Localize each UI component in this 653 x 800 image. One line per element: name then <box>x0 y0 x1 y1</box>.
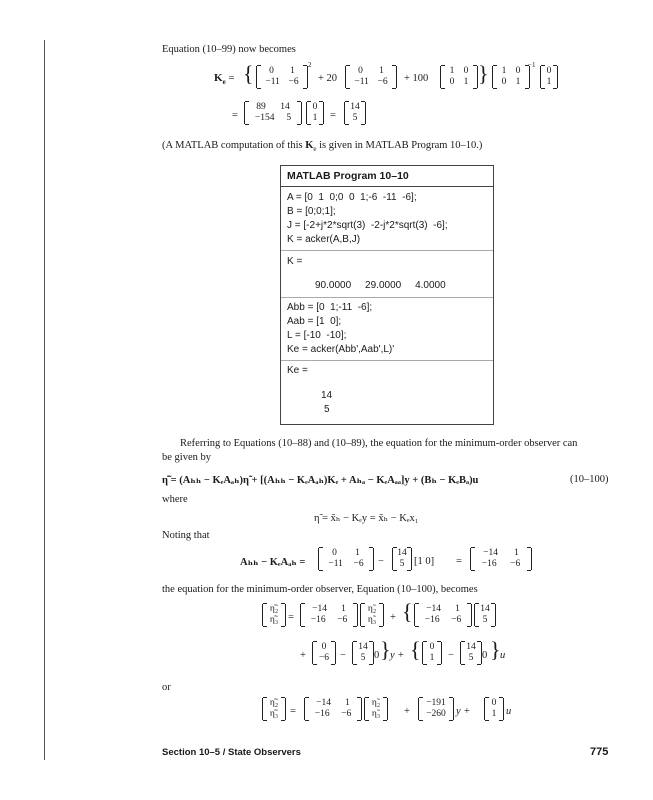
k-label: K = <box>287 256 303 267</box>
k-values: 90.0000 29.0000 4.0000 <box>315 280 446 291</box>
matrix-row <box>541 77 557 88</box>
noting-lhs: Aₕₕ − KₑAₐₕ = <box>240 557 306 568</box>
code-line: J = [-2+j*2*sqrt(3) -2-j*2*sqrt(3) -6]; <box>287 220 448 231</box>
brace-open: { <box>243 61 254 86</box>
matrix-cell: η̃₂ <box>371 698 381 708</box>
plus-sign: + <box>300 650 306 661</box>
matrix-cell: −6 <box>288 77 299 87</box>
ke-result <box>344 102 366 124</box>
matrix-row <box>423 653 441 664</box>
matrix-cell: 1 <box>429 653 435 663</box>
matrix-cell: −11 <box>328 559 343 569</box>
matrix-row <box>441 77 477 88</box>
eta-dot-vector <box>262 698 286 720</box>
equation-10-100: η̃̇ = (Aₕₕ − KₑAₐₕ)η̃ + [(Aₕₕ − KₑAₐₕ)Kₑ + Aₕₐ − KₑAₐₐ]y + (Bₕ − KₑBₐ)u <box>162 475 479 486</box>
plus-sign: + <box>404 706 410 717</box>
matrix-row <box>475 615 495 626</box>
matrix-cell: 5 <box>399 559 405 569</box>
matrix-row <box>361 604 383 615</box>
code-separator <box>281 250 493 251</box>
code-separator <box>281 360 493 361</box>
matrix-cell: 0 <box>312 102 318 112</box>
matrix-row <box>485 698 503 709</box>
eta-dot-vector <box>262 604 286 626</box>
ke-column <box>392 548 412 570</box>
matrix-cell: 1 <box>355 548 360 558</box>
matrix-cell: 5 <box>468 653 474 663</box>
aab-row: [1 0] <box>414 556 435 567</box>
matrix-cell: −16 <box>314 709 330 719</box>
matrix-cell: 1 <box>345 698 350 708</box>
matrix-cell: 0 <box>332 548 337 558</box>
code-line: Aab = [1 0]; <box>287 316 342 327</box>
ke-value: 14 <box>321 390 333 401</box>
matrix-cell: 5 <box>286 113 292 123</box>
where-text: where <box>162 494 188 505</box>
matrix-cell: 14 <box>350 102 360 112</box>
matrix-row <box>461 642 481 653</box>
matrix-cell: 14 <box>280 102 290 112</box>
matrix-row <box>263 615 285 626</box>
matlab-program-box <box>280 165 494 425</box>
matrix-row <box>441 66 477 77</box>
matrix-cell: −6 <box>377 77 388 87</box>
matrix-a-hat <box>300 604 358 626</box>
matrix-row <box>393 548 411 559</box>
matrix-row <box>365 709 387 720</box>
intro-text: Equation (10–99) now becomes <box>162 44 296 55</box>
matrix-cell: 0 <box>358 66 363 76</box>
matrix-cell: 1 <box>546 77 552 87</box>
eta-vector <box>360 604 384 626</box>
matrix-a-squared <box>256 66 308 88</box>
matrix-cell: 1 <box>312 113 318 123</box>
matrix-row <box>415 615 471 626</box>
matrix-row <box>485 709 503 720</box>
matrix-row <box>353 642 373 653</box>
matrix-row <box>361 615 383 626</box>
matrix-cell: 0 <box>269 66 274 76</box>
matrix-cell: −6 <box>337 615 348 625</box>
ke-column-2 <box>474 604 496 626</box>
matrix-cell: 1 <box>514 548 519 558</box>
matrix-cell: −6 <box>318 653 330 663</box>
paragraph-1b: be given by <box>162 452 211 463</box>
matrix-row <box>257 77 307 88</box>
matrix-cell: −154 <box>254 113 275 123</box>
matrix-cell: 1 <box>449 66 455 76</box>
brace-close: } <box>478 61 489 86</box>
matrix-row <box>346 66 396 77</box>
margin-rule <box>44 40 45 760</box>
vector-01 <box>540 66 558 88</box>
matrix-row <box>471 559 531 570</box>
matrix-cell: −16 <box>481 559 497 569</box>
matrix-cell: 1 <box>501 66 507 76</box>
minus-sign: − <box>378 556 384 567</box>
brace-open: { <box>402 599 413 624</box>
matrix-row <box>301 604 357 615</box>
matrix-cell: η̃₃ <box>367 615 377 625</box>
matrix-row <box>307 113 323 124</box>
matrix-row <box>346 77 396 88</box>
matrix-cell: 0 <box>321 642 327 652</box>
matrix-cell: −6 <box>510 559 521 569</box>
paragraph-1: Referring to Equations (10–88) and (10–89), the equation for the minimum-order observer can <box>180 438 578 449</box>
matrix-cell: 14 <box>480 604 490 614</box>
vector-01b <box>306 102 324 124</box>
matrix-a-hat-2 <box>414 604 472 626</box>
u-symbol: u <box>500 650 506 661</box>
matrix-a <box>345 66 397 88</box>
matrix-row <box>307 102 323 113</box>
code-line: A = [0 1 0;0 0 1;-6 -11 -6]; <box>287 192 417 203</box>
matrix-cell: −11 <box>265 77 280 87</box>
matrix-cell: −11 <box>354 77 369 87</box>
eq2-equals2: = <box>330 110 336 121</box>
matrix-cell: −14 <box>316 698 331 708</box>
u-symbol: u <box>506 706 512 717</box>
matrix-cell: 0 <box>501 77 507 87</box>
matrix-cell: 0 <box>546 66 552 76</box>
matrix-cell: 1 <box>379 66 384 76</box>
eq2-equals: = <box>232 110 238 121</box>
matrix-cell: 1 <box>455 604 460 614</box>
matrix-row <box>493 77 529 88</box>
matrix-cell: 0 <box>463 66 469 76</box>
ke-value: 5 <box>324 404 330 415</box>
zero-scalar: 0 <box>374 650 380 661</box>
matrix-row <box>423 642 441 653</box>
matrix-row <box>305 709 361 720</box>
matrix-cell: 0 <box>429 642 435 652</box>
y-coeff-column <box>418 698 454 720</box>
matrix-row <box>263 604 285 615</box>
matrix-row <box>345 102 365 113</box>
brace-close: } <box>380 637 391 662</box>
ke-label: Ke = <box>287 365 308 376</box>
matrix-abb <box>318 548 374 570</box>
matrix-cell: 1 <box>491 709 497 719</box>
matrix-row <box>419 698 453 709</box>
brace-close: } <box>490 637 501 662</box>
matrix-cell: 14 <box>466 642 476 652</box>
matrix-cell: 5 <box>352 113 358 123</box>
exponent: 2 <box>308 61 312 69</box>
matrix-cell: 89 <box>256 102 266 112</box>
eq1-lhs: $K_e$ = <box>214 72 235 87</box>
matrix-cell: η̃̇₂ <box>269 698 279 708</box>
matrix-cell: 5 <box>482 615 488 625</box>
matrix-cell: 5 <box>360 653 366 663</box>
plus-sign: + <box>390 612 396 623</box>
matrix-row <box>305 698 361 709</box>
matrix-row <box>301 615 357 626</box>
matrix-cell: η̃̇₃ <box>269 615 279 625</box>
matrix-row <box>313 642 335 653</box>
identity-matrix-1 <box>440 66 478 88</box>
eta-vector <box>364 698 388 720</box>
matrix-row <box>319 559 373 570</box>
code-line: B = [0;0;1]; <box>287 206 336 217</box>
matrix-cell: −260 <box>426 709 446 719</box>
equals-sign: = <box>456 556 462 567</box>
matrix-row <box>257 66 307 77</box>
plus-100: + 100 <box>404 73 429 84</box>
matrix-row <box>393 559 411 570</box>
matrix-cell: 0 <box>491 698 497 708</box>
code-line: Abb = [0 1;-11 -6]; <box>287 302 373 313</box>
matrix-row <box>263 709 285 720</box>
matrix-row <box>263 698 285 709</box>
ke-column-4 <box>460 642 482 664</box>
matrix-cell: −14 <box>483 548 498 558</box>
matrix-cell: 14 <box>358 642 368 652</box>
matrix-row <box>419 709 453 720</box>
matrix-row <box>493 66 529 77</box>
equation-number: (10–100) <box>570 474 609 485</box>
matrix-cell: 14 <box>397 548 407 558</box>
result-matrix <box>470 548 532 570</box>
matrix-cell: η̃₂ <box>367 604 377 614</box>
matrix-cell: 0 <box>449 77 455 87</box>
matrix-cell: 1 <box>515 77 521 87</box>
code-line: K = acker(A,B,J) <box>287 234 361 245</box>
equals-sign: = <box>288 612 294 623</box>
matrix-cell: −6 <box>451 615 462 625</box>
matrix-cell: −14 <box>426 604 441 614</box>
program-title: MATLAB Program 10–10 <box>281 166 493 187</box>
plus-20: + 20 <box>318 73 338 84</box>
matrix-cell: η̃̇₃ <box>269 709 279 719</box>
matrix-row <box>319 548 373 559</box>
matrix-cell: 1 <box>290 66 295 76</box>
matrix-row <box>471 548 531 559</box>
matrix-cell: −6 <box>353 559 364 569</box>
brace-open: { <box>410 637 421 662</box>
matrix-cell: 1 <box>463 77 469 87</box>
matrix-89-14 <box>244 102 302 124</box>
bb-column <box>422 642 442 664</box>
matrix-row <box>245 113 301 124</box>
minus-sign: − <box>340 650 346 661</box>
section-footer: Section 10–5 / State Observers <box>162 747 301 758</box>
ke-column-3 <box>352 642 374 664</box>
matrix-cell: η̃̇₂ <box>269 604 279 614</box>
aba-column <box>312 642 336 664</box>
matrix-row <box>461 653 481 664</box>
code-line: Ke = acker(Abb',Aab',L)' <box>287 344 395 355</box>
noting-text: Noting that <box>162 530 210 541</box>
matrix-row <box>365 698 387 709</box>
matrix-row <box>345 113 365 124</box>
equals-sign: = <box>290 706 296 717</box>
matrix-row <box>541 66 557 77</box>
page-number: 775 <box>590 746 609 758</box>
code-line: L = [-10 -10]; <box>287 330 347 341</box>
y-plus: y + <box>390 650 405 661</box>
matrix-row <box>245 102 301 113</box>
matrix-cell: −6 <box>341 709 352 719</box>
matrix-cell: η̃₃ <box>371 709 381 719</box>
matrix-cell: −14 <box>312 604 327 614</box>
zero-scalar: 0 <box>482 650 488 661</box>
matlab-note: (A MATLAB computation of this $K_e$ is given in MATLAB Program 10–10.) <box>162 140 483 154</box>
matrix-cell: −191 <box>426 698 446 708</box>
u-coeff-column <box>484 698 504 720</box>
eta-definition: η̃ = x̃ₕ − Kₑy = x̃ₕ − Kₑx₁ <box>314 513 419 524</box>
matrix-cell: 1 <box>341 604 346 614</box>
matrix-a-hat-3 <box>304 698 362 720</box>
minus-sign: − <box>448 650 454 661</box>
matrix-row <box>313 653 335 664</box>
paragraph-2: the equation for the minimum-order observer, Equation (10–100), becomes <box>162 584 478 595</box>
matrix-cell: 0 <box>515 66 521 76</box>
matrix-cell: −16 <box>310 615 326 625</box>
matrix-row <box>475 604 495 615</box>
matrix-row <box>415 604 471 615</box>
or-text: or <box>162 682 171 693</box>
y-plus: y + <box>456 706 471 717</box>
matrix-cell: −16 <box>424 615 440 625</box>
matrix-row <box>353 653 373 664</box>
code-separator <box>281 297 493 298</box>
inverse-exponent: −1 <box>528 61 536 69</box>
identity-matrix-2 <box>492 66 530 88</box>
